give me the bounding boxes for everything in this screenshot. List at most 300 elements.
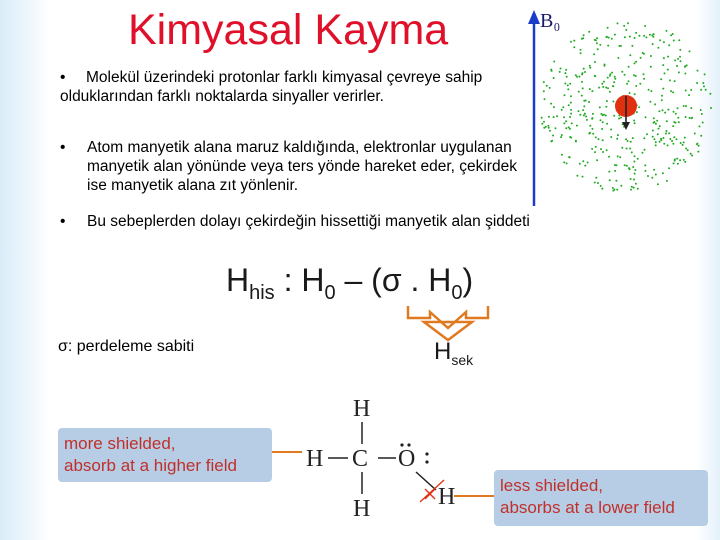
electron-dot [545, 126, 547, 128]
formula-sub-0: 0 [451, 282, 463, 304]
bullet-2 [60, 138, 540, 195]
electron-dot [582, 160, 584, 162]
electron-dot [615, 164, 617, 166]
electron-dot [602, 151, 604, 153]
electron-dot [635, 85, 637, 87]
electron-dot [628, 66, 630, 68]
electron-dot [702, 122, 704, 124]
electron-dot [575, 140, 577, 142]
electron-dot [697, 151, 699, 153]
electron-dot [553, 61, 555, 63]
electron-dot [657, 133, 659, 135]
electron-dot [581, 38, 583, 40]
electron-dot [617, 155, 619, 157]
electron-dot [629, 168, 631, 170]
electron-dot [684, 161, 686, 163]
electron-dot [606, 100, 608, 102]
electron-dot [662, 88, 664, 90]
electron-dot [680, 142, 682, 144]
electron-dot [634, 62, 636, 64]
electron-dot [667, 144, 669, 146]
electron-dot [583, 114, 585, 116]
electron-dot [547, 125, 549, 127]
electron-dot [635, 61, 637, 63]
electron-dot [643, 35, 645, 37]
electron-dot [662, 64, 664, 66]
less-shielded-note: less shielded, absorbs at a lower field [494, 470, 708, 526]
electron-dot [563, 116, 565, 118]
electron-dot [673, 40, 675, 42]
electron-dot [645, 116, 647, 118]
electron-dot [634, 155, 636, 157]
electron-dot [635, 32, 637, 34]
electron-dot [699, 125, 701, 127]
electron-dot [605, 115, 607, 117]
electron-dot [700, 109, 702, 111]
electron-dot [601, 188, 603, 190]
electron-dot [650, 55, 652, 57]
electron-dot [676, 138, 678, 140]
nucleus-spin-arrowhead [622, 122, 630, 130]
atom-c: C [352, 446, 369, 472]
electron-dot [701, 113, 703, 115]
bullet-1-text: Molekül üzerindeki protonlar farklı kimyasal çevreye sahip olduklarından farklı noktalarda sinyaller verirler. [60, 69, 483, 105]
electron-dot [677, 117, 679, 119]
electron-dot [672, 125, 674, 127]
bullet-3-text: Bu sebeplerden dolayı çekirdeğin hissettiği manyetik alan şiddeti [87, 213, 530, 230]
electron-dot [600, 119, 602, 121]
electron-dot [686, 64, 688, 66]
electron-dot [594, 182, 596, 184]
electron-dot [680, 60, 682, 62]
formula-close: ) [462, 262, 474, 298]
electron-dot [629, 36, 631, 38]
electron-dot [564, 83, 566, 85]
electron-dot [594, 151, 596, 153]
electron-dot [561, 154, 563, 156]
electron-dot [587, 162, 589, 164]
atom-h-left: H [306, 446, 324, 472]
electron-dot [672, 91, 674, 93]
electron-dot [620, 45, 622, 47]
electron-dot [664, 72, 666, 74]
electron-dot [662, 172, 664, 174]
electron-dot [623, 25, 625, 27]
electron-dot [569, 116, 571, 118]
electron-dot [674, 80, 676, 82]
electron-dot [543, 121, 545, 123]
electron-dot [689, 50, 691, 52]
electron-dot [624, 74, 626, 76]
electron-dot [633, 120, 635, 122]
electron-dot [633, 161, 635, 163]
electron-dot [569, 156, 571, 158]
electron-dot [601, 128, 603, 130]
formula-sub-his: his [249, 282, 275, 304]
electron-dot [673, 111, 675, 113]
electron-dot [665, 133, 667, 135]
electron-dot [633, 187, 635, 189]
electron-dot [548, 116, 550, 118]
electron-dot [683, 141, 685, 143]
electron-dot [678, 39, 680, 41]
formula-sigma: σ [381, 262, 402, 298]
electron-dot [629, 54, 631, 56]
electron-dot [643, 78, 645, 80]
electron-dot [653, 121, 655, 123]
electron-dot [685, 148, 687, 150]
bullet-1 [60, 68, 530, 106]
electron-dot [589, 88, 591, 90]
electron-dot [576, 175, 578, 177]
electron-dot [627, 22, 629, 24]
electron-dot [702, 82, 704, 84]
electron-dot [602, 114, 604, 116]
electron-dot [710, 107, 712, 109]
electron-dot [609, 91, 611, 93]
electron-dot [668, 167, 670, 169]
electron-dot [652, 130, 654, 132]
electron-dot [676, 158, 678, 160]
formula-minus: – ( [335, 262, 382, 298]
electron-dot [685, 90, 687, 92]
electron-dot [603, 81, 605, 83]
electron-dot [570, 102, 572, 104]
electron-dot [703, 85, 705, 87]
electron-dot [679, 56, 681, 58]
electron-dot [657, 183, 659, 185]
electron-dot [560, 68, 562, 70]
electron-dot [673, 162, 675, 164]
sigma-note: σ: perdeleme sabiti [58, 338, 195, 355]
electron-dot [658, 128, 660, 130]
electron-dot [612, 187, 614, 189]
electron-dot [591, 128, 593, 130]
electron-dot [586, 119, 588, 121]
electron-dot [700, 135, 702, 137]
electron-dot [578, 91, 580, 93]
electron-dot [659, 125, 661, 127]
electron-dot [568, 104, 570, 106]
electron-dot [576, 125, 578, 127]
electron-dot [616, 138, 618, 140]
electron-dot [541, 123, 543, 125]
electron-dot [594, 39, 596, 41]
electron-dot [543, 90, 545, 92]
electron-dot [639, 83, 641, 85]
electron-dot [546, 85, 548, 87]
electron-dot [634, 122, 636, 124]
electron-dot [631, 151, 633, 153]
left-decorative-band [0, 0, 50, 540]
electron-dot [596, 37, 598, 39]
electron-dot [591, 148, 593, 150]
electron-dot [684, 137, 686, 139]
electron-dot [628, 80, 630, 82]
electron-dot [644, 164, 646, 166]
electron-dot [570, 113, 572, 115]
electron-dot [694, 133, 696, 135]
electron-dot [696, 143, 698, 145]
electron-dot [634, 37, 636, 39]
electron-dot [613, 115, 615, 117]
electron-dot [607, 77, 609, 79]
electron-dot [602, 121, 604, 123]
formula-h: H [226, 262, 250, 298]
electron-dot [630, 141, 632, 143]
electron-dot [564, 94, 566, 96]
electron-dot [631, 186, 633, 188]
electron-dot [709, 93, 711, 95]
electron-dot [642, 152, 644, 154]
electron-dot [651, 177, 653, 179]
bullet-dot: • [60, 139, 66, 156]
electron-dot [649, 34, 651, 36]
electron-dot [600, 185, 602, 187]
electron-dot [637, 188, 639, 190]
more-shielded-note: more shielded, absorb at a higher field [58, 428, 272, 482]
electron-dot [643, 73, 645, 75]
electron-dot [666, 30, 668, 32]
electron-dot [626, 165, 628, 167]
electron-dot [631, 45, 633, 47]
electron-dot [663, 143, 665, 145]
electron-dot [688, 94, 690, 96]
electron-dot [570, 109, 572, 111]
electron-dot [605, 87, 607, 89]
electron-dot [645, 36, 647, 38]
electron-dot [588, 31, 590, 33]
electron-dot [655, 141, 657, 143]
electron-dot [584, 71, 586, 73]
electron-dot [562, 106, 564, 108]
electron-dot [565, 127, 567, 129]
electron-dot [541, 117, 543, 119]
electron-dot [596, 159, 598, 161]
electron-dot [580, 52, 582, 54]
bullet-3 [60, 212, 630, 231]
methanol-diagram [44, 392, 708, 532]
electron-dot [653, 169, 655, 171]
electron-dot [597, 48, 599, 50]
electron-dot [595, 177, 597, 179]
electron-dot [567, 88, 569, 90]
electron-dot [696, 82, 698, 84]
electron-dot [665, 130, 667, 132]
electron-dot [644, 170, 646, 172]
electron-dot [690, 89, 692, 91]
electron-dot [579, 163, 581, 165]
electron-dot [588, 101, 590, 103]
electron-dot [595, 136, 597, 138]
bullet-dot: • [60, 213, 66, 230]
electron-dot [621, 147, 623, 149]
electron-dot [632, 166, 634, 168]
electron-dot [573, 46, 575, 48]
electron-dot [564, 72, 566, 74]
electron-dot [593, 53, 595, 55]
electron-dot [613, 81, 615, 83]
electron-dot [612, 101, 614, 103]
electron-dot [592, 113, 594, 115]
electron-dot [678, 121, 680, 123]
electron-dot [549, 130, 551, 132]
electron-dot [610, 129, 612, 131]
electron-dot [611, 72, 613, 74]
electron-dot [691, 155, 693, 157]
electron-dot [700, 89, 702, 91]
electron-dot [601, 83, 603, 85]
electron-dot [556, 115, 558, 117]
electron-dot [667, 109, 669, 111]
electron-dot [578, 110, 580, 112]
electron-dot [683, 105, 685, 107]
electron-dot [649, 101, 651, 103]
formula-colon-h: : H [274, 262, 325, 298]
electron-dot [555, 127, 557, 129]
electron-dot [624, 164, 626, 166]
electron-dot [632, 137, 634, 139]
electron-dot [543, 81, 545, 83]
electron-dot [640, 57, 642, 59]
electron-dot [671, 140, 673, 142]
electron-dot [630, 189, 632, 191]
electron-dot [617, 134, 619, 136]
electron-dot [691, 117, 693, 119]
electron-dot [677, 163, 679, 165]
electron-dot [663, 41, 665, 43]
electron-dot [626, 148, 628, 150]
electron-dot [704, 73, 706, 75]
electron-dot [670, 90, 672, 92]
electron-dot [589, 65, 591, 67]
electron-dot [563, 161, 565, 163]
electron-dot [569, 83, 571, 85]
electron-dot [669, 79, 671, 81]
electron-dot [561, 134, 563, 136]
electron-dot [625, 138, 627, 140]
electron-dot [581, 95, 583, 97]
electron-dot [653, 138, 655, 140]
electron-dot [672, 143, 674, 145]
electron-dot [611, 38, 613, 40]
electron-dot [635, 183, 637, 185]
electron-dot [627, 140, 629, 142]
electron-dot [652, 136, 654, 138]
electron-dot [598, 138, 600, 140]
electron-dot [618, 118, 620, 120]
electron-dot [553, 116, 555, 118]
electron-dot [689, 117, 691, 119]
electron-dot [589, 125, 591, 127]
electron-dot [582, 176, 584, 178]
electron-dot [667, 56, 669, 58]
electron-dot [655, 174, 657, 176]
electron-dot [664, 112, 666, 114]
electron-dot [616, 189, 618, 191]
electron-dot [629, 92, 631, 94]
electron-dot [609, 73, 611, 75]
atom-h-right: H [438, 484, 456, 510]
electron-dot [582, 109, 584, 111]
atom-o: O [398, 446, 416, 472]
electron-dot [685, 105, 687, 107]
electron-dot [604, 64, 606, 66]
magnetic-field-illustration [524, 10, 714, 210]
electron-dot [660, 138, 662, 140]
electron-dot [614, 34, 616, 36]
electron-dot [647, 175, 649, 177]
electron-dot [561, 109, 563, 111]
electron-dot [638, 106, 640, 108]
electron-dot [563, 122, 565, 124]
electron-dot [620, 185, 622, 187]
electron-dot [608, 37, 610, 39]
electron-dot [682, 144, 684, 146]
electron-dot [678, 71, 680, 73]
electron-dot [582, 87, 584, 89]
electron-dot [636, 111, 638, 113]
electron-dot [615, 180, 617, 182]
electron-dot [583, 105, 585, 107]
electron-dot [569, 128, 571, 130]
electron-dot [595, 146, 597, 148]
electron-dot [544, 98, 546, 100]
electron-dot [658, 110, 660, 112]
electron-dot [584, 165, 586, 167]
electron-dot [675, 113, 677, 115]
electron-dot [594, 61, 596, 63]
electron-dot [549, 87, 551, 89]
electron-dot [662, 137, 664, 139]
bullet-2-text: Atom manyetik alana maruz kaldığında, elektronlar uygulanan manyetik alan yönünde veya ters yönde hareket eder, çekirdek ise manyetik alana zıt yönlenir. [87, 139, 517, 194]
electron-dot [698, 145, 700, 147]
electron-dot [653, 117, 655, 119]
electron-dot [599, 44, 601, 46]
electron-dot [596, 42, 598, 44]
electron-dot [667, 69, 669, 71]
electron-dot [655, 123, 657, 125]
electron-dot [676, 65, 678, 67]
electron-dot [584, 113, 586, 115]
electron-dot [644, 25, 646, 27]
electron-dot [633, 179, 635, 181]
electron-dot [633, 74, 635, 76]
electron-dot [581, 73, 583, 75]
electron-dot [550, 140, 552, 142]
electron-dot [650, 90, 652, 92]
electron-dot [635, 75, 637, 77]
electron-dot [687, 149, 689, 151]
electron-dot [663, 57, 665, 59]
electron-dot [629, 148, 631, 150]
electron-dot [677, 58, 679, 60]
electron-dot [697, 70, 699, 72]
electron-dot [570, 95, 572, 97]
electron-dot [638, 35, 640, 37]
electron-dot [594, 75, 596, 77]
electron-dot [602, 139, 604, 141]
field-arrow-head [528, 10, 540, 24]
electron-dot [591, 90, 593, 92]
electron-dot [589, 132, 591, 134]
field-label: B₀ [540, 10, 561, 32]
electron-dot [637, 158, 639, 160]
electron-dot [552, 135, 554, 137]
electron-dot [661, 99, 663, 101]
electron-dot [550, 103, 552, 105]
electron-dot [634, 173, 636, 175]
